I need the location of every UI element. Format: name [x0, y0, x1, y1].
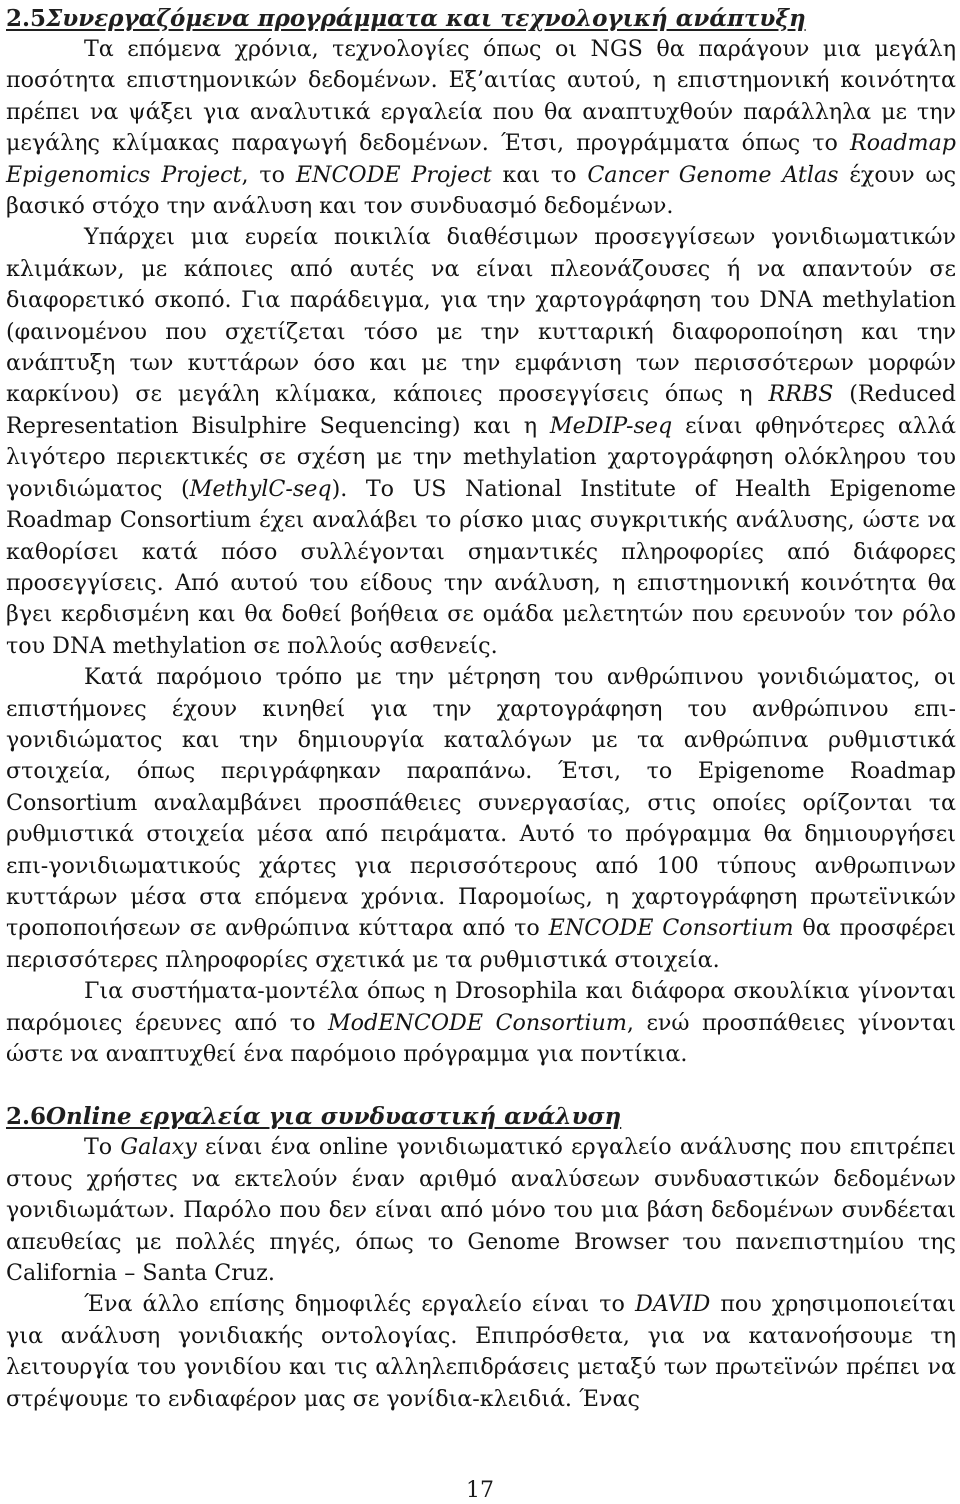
text-run: Το — [84, 1134, 121, 1161]
italic-term: ENCODE Consortium — [548, 915, 794, 942]
text-run: Ένα άλλο επίσης δημοφιλές εργαλείο είναι το — [84, 1291, 635, 1318]
section-heading-2-6 — [6, 1102, 956, 1132]
italic-term: DAVID — [634, 1291, 711, 1318]
italic-term: MethylC-seq — [189, 475, 332, 502]
italic-term: MeDIP-seq — [549, 412, 673, 439]
italic-term: RRBS — [768, 381, 834, 408]
italic-term: Galaxy — [120, 1134, 197, 1161]
text-run: , ενώ προσπάθειες γίνονται ώστε να αναπτυχθεί ένα παρόμοιο πρόγραμμα για ποντίκια. — [6, 1009, 956, 1067]
text-run: Για συστήματα-μοντέλα όπως η Drosophila και διάφορα σκουλίκια γίνονται παρόμοιες έρευνες από το — [6, 978, 956, 1036]
text-run: έχουν ως βασικό στόχο την ανάλυση και τον συνδυασμό δεδομένων. — [6, 161, 956, 220]
paragraph-epigenome — [6, 662, 956, 976]
italic-term: Cancer Genome Atlas — [587, 161, 839, 188]
section-number: 2.5 — [6, 5, 47, 32]
section-heading-2-5 — [6, 4, 956, 34]
text-run: είναι φθηνότερες αλλά λιγότερο περιεκτικές σε σχέση με την methylation χαρτογράφηση ολόκληρου του γονιδιώματος ( — [6, 412, 956, 502]
paragraph-david — [6, 1289, 956, 1415]
text-run: που χρησιμοποιείται για ανάλυση γονιδιακής οντολογίας. Επιπρόσθετα, για να κατανοήσουμε τη λειτουργία του γονιδίου και τις αλληλεπιδράσεις μεταξύ των πρωτεϊνών πρέπει να στρέψουμε το ενδιαφέρον μας σε γονίδια-κλειδιά. Ένας — [6, 1291, 956, 1412]
paragraph-ngs — [6, 34, 956, 222]
italic-term: ENCODE Project — [295, 161, 492, 188]
document-page — [6, 4, 956, 1415]
paragraph-model-systems — [6, 976, 956, 1070]
text-run: , το — [241, 161, 296, 188]
text-run: είναι ένα online γονιδιωματικό εργαλείο ανάλυσης που επιτρέπει στους χρήστες να εκτελούν έναν αριθμό αναλύσεων συνδυαστικών δεδομένων γονιδιωμάτων. Παρόλο που δεν είναι από μόνο του μια βάση δεδομένων συνδέεται απευθείας με πολλές πηγές, όπως το Genome Browser του πανεπιστημίου της California – Santa Cruz. — [6, 1134, 956, 1287]
section-title: Συνεργαζόμενα προγράμματα και τεχνολογική ανάπτυξη — [46, 5, 806, 32]
section-number: 2.6 — [6, 1103, 47, 1131]
text-run: Τα επόμενα χρόνια, τεχνολογίες όπως οι NGS θα παράγουν μια μεγάλη ποσότητα επιστημονικών δεδομένων. Εξ’αιτίας αυτού, η επιστημονική κοινότητα πρέπει να ψάξει για αναλυτικά εργαλεία που θα αναπτυχθούν παράλληλα με την μεγάλης κλίμακας παραγωγή δεδομένων. Έτσι, προγράμματα όπως το — [6, 36, 956, 157]
text-run: Υπάρχει μια ευρεία ποικιλία διαθέσιμων προσεγγίσεων γονιδιωματικών κλιμάκων, με κάποιες από αυτές να είναι πλεονάζουσες ή να απαντούν σε διαφορετικό σκοπό. Για παράδειγμα, για την χαρτογράφηση του DNA methylation (φαινομένου που σχετίζεται τόσο με την κυτταρική διαφοροποίηση και την ανάπτυξη των κυττάρων όσο και με την εμφάνιση των περισσότερων μορφών καρκίνου) σε μεγάλη κλίμακα, κάποιες προσεγγίσεις όπως η — [6, 224, 956, 408]
italic-term: ModENCODE Consortium — [327, 1009, 627, 1036]
paragraph-galaxy — [6, 1132, 956, 1289]
page-number: 17 — [466, 1478, 494, 1503]
text-run: θα προσφέρει περισσότερες πληροφορίες σχετικά με τα ρυθμιστικά στοιχεία. — [6, 915, 956, 973]
italic-term: Roadmap Epigenomics Project — [6, 130, 956, 188]
text-run: Κατά παρόμοιο τρόπο με την μέτρηση του ανθρώπινου γονιδιώματος, οι επιστήμονες έχουν κινηθεί για την χαρτογράφηση του ανθρώπινου επι-γονιδιώματος και την δημιουργία καταλόγων με τα ανθρώπινα ρυθμιστικά στοιχεία, όπως περιγράφηκαν παραπάνω. Έτσι, το Epigenome Roadmap Consortium αναλαμβάνει προσπάθειες συνεργασίας, στις οποίες ορίζονται τα ρυθμιστικά στοιχεία μέσα από πειράματα. Αυτό το πρόγραμμα θα δημιουργήσει επι-γονιδιωματικούς χάρτες για περισσότερους από 100 τύπους ανθρωπινων κυττάρων μέσα στα επόμενα χρόνια. Παρομοίως, η χαρτογράφηση πρωτεϊνικών τροποποιήσεων σε ανθρώπινα κύτταρα από το — [6, 664, 956, 942]
section-spacer — [6, 1070, 956, 1102]
text-run: ). Το US National Institute of Health Epigenome Roadmap Consortium έχει αναλάβει το ρίσκο μιας συγκριτικής ανάλυσης, ώστε να καθορίσει κατά πόσο συλλέγονται σημαντικές πληροφορίες από διάφορες προσεγγίσεις. Από αυτού του είδους την ανάλυση, η επιστημονική κοινότητα θα βγει κερδισμένη και θα δοθεί βοήθεια σε ομάδα μελετητών που ερευνούν τον ρόλο του DNA methylation σε πολλούς ασθενείς. — [6, 475, 956, 659]
section-title: Online εργαλεία για συνδυαστική ανάλυση — [46, 1103, 622, 1131]
text-run: (Reduced Representation Bisulphire Sequencing) και η — [6, 381, 956, 439]
text-run: και το — [491, 161, 588, 188]
paragraph-methylation — [6, 222, 956, 662]
